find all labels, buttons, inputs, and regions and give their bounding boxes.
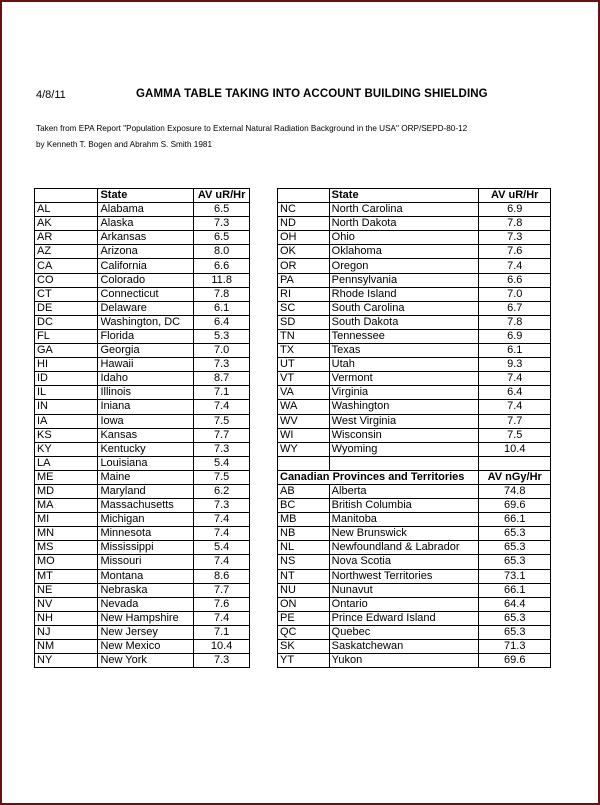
value-cell: 73.1 — [479, 569, 551, 583]
state-name-cell: Maine — [98, 470, 194, 484]
table-row — [278, 344, 551, 358]
state-code-cell: OK — [278, 245, 330, 259]
value-cell: 6.1 — [479, 344, 551, 358]
table-row — [35, 329, 250, 343]
value-cell: 6.9 — [479, 203, 551, 217]
state-code-cell: NS — [278, 555, 330, 569]
value-cell: 7.8 — [479, 217, 551, 231]
value-cell: 11.8 — [194, 273, 250, 287]
state-name-cell: Manitoba — [329, 513, 479, 527]
table-row — [35, 358, 250, 372]
state-code-cell: NC — [278, 203, 330, 217]
state-name-cell: Missouri — [98, 555, 194, 569]
value-cell: 71.3 — [479, 640, 551, 654]
table-row — [35, 315, 250, 329]
state-code-cell: OH — [278, 231, 330, 245]
state-code-cell: NY — [35, 654, 98, 668]
canada-value-header: AV nGy/Hr — [479, 470, 551, 484]
value-cell: 7.4 — [194, 400, 250, 414]
value-cell: 6.5 — [194, 203, 250, 217]
state-name-cell: Tennessee — [329, 329, 479, 343]
value-cell: 65.3 — [479, 611, 551, 625]
table-row — [278, 358, 551, 372]
state-code-cell: ON — [278, 597, 330, 611]
state-name-cell: Saskatchewan — [329, 640, 479, 654]
value-cell: 65.3 — [479, 527, 551, 541]
value-cell: 69.6 — [479, 654, 551, 668]
state-code-cell: AK — [35, 217, 98, 231]
table-row — [278, 428, 551, 442]
header-code — [35, 189, 98, 203]
state-name-cell: Utah — [329, 358, 479, 372]
state-code-cell: NM — [35, 640, 98, 654]
us-states-table-right — [277, 188, 551, 668]
state-name-cell: South Dakota — [329, 315, 479, 329]
state-name-cell: New Hampshire — [98, 611, 194, 625]
state-code-cell: NL — [278, 541, 330, 555]
value-cell: 74.8 — [479, 484, 551, 498]
state-name-cell: Rhode Island — [329, 287, 479, 301]
table-row — [278, 569, 551, 583]
table-row — [278, 301, 551, 315]
state-code-cell: AL — [35, 203, 98, 217]
state-name-cell: Delaware — [98, 301, 194, 315]
value-cell: 65.3 — [479, 541, 551, 555]
canada-header-row — [278, 470, 551, 484]
state-code-cell: SC — [278, 301, 330, 315]
value-cell: 8.7 — [194, 372, 250, 386]
value-cell: 7.8 — [479, 315, 551, 329]
table-row — [278, 611, 551, 625]
header-state: State — [329, 189, 479, 203]
table-row — [35, 344, 250, 358]
state-code-cell: MT — [35, 569, 98, 583]
state-code-cell: MN — [35, 527, 98, 541]
state-name-cell: Iowa — [98, 414, 194, 428]
table-row — [35, 611, 250, 625]
state-code-cell: IN — [35, 400, 98, 414]
state-code-cell: BC — [278, 499, 330, 513]
state-code-cell: WV — [278, 414, 330, 428]
table-row — [278, 203, 551, 217]
state-code-cell: PA — [278, 273, 330, 287]
value-cell: 7.0 — [194, 344, 250, 358]
state-name-cell: Kentucky — [98, 442, 194, 456]
state-code-cell: TN — [278, 329, 330, 343]
value-cell: 7.3 — [479, 231, 551, 245]
state-code-cell: YT — [278, 654, 330, 668]
table-row — [35, 597, 250, 611]
state-code-cell: OR — [278, 259, 330, 273]
state-name-cell: Nevada — [98, 597, 194, 611]
empty-cell — [479, 456, 551, 470]
value-cell: 7.7 — [194, 583, 250, 597]
state-name-cell: North Carolina — [329, 203, 479, 217]
state-code-cell: DE — [35, 301, 98, 315]
state-name-cell: Arkansas — [98, 231, 194, 245]
state-code-cell: MS — [35, 541, 98, 555]
state-name-cell: Washington, DC — [98, 315, 194, 329]
table-row — [35, 245, 250, 259]
state-name-cell: Wisconsin — [329, 428, 479, 442]
value-cell: 10.4 — [479, 442, 551, 456]
table-row — [278, 273, 551, 287]
state-code-cell: NT — [278, 569, 330, 583]
table-row — [35, 513, 250, 527]
state-name-cell: Hawaii — [98, 358, 194, 372]
table-row — [35, 428, 250, 442]
state-name-cell: Minnesota — [98, 527, 194, 541]
state-name-cell: Ohio — [329, 231, 479, 245]
table-row — [278, 315, 551, 329]
empty-cell — [329, 456, 479, 470]
us-states-table-left — [34, 188, 250, 668]
value-cell: 9.3 — [479, 358, 551, 372]
header-code — [278, 189, 330, 203]
state-name-cell: Kansas — [98, 428, 194, 442]
table-row — [278, 245, 551, 259]
value-cell: 7.4 — [194, 527, 250, 541]
table-row — [35, 654, 250, 668]
document-title: GAMMA TABLE TAKING INTO ACCOUNT BUILDING SHIELDING — [136, 88, 488, 100]
value-cell: 7.3 — [194, 654, 250, 668]
state-name-cell: Virginia — [329, 386, 479, 400]
value-cell: 6.4 — [194, 315, 250, 329]
state-name-cell: Maryland — [98, 484, 194, 498]
state-name-cell: Louisiana — [98, 456, 194, 470]
state-code-cell: MB — [278, 513, 330, 527]
state-name-cell: Mississippi — [98, 541, 194, 555]
state-code-cell: WA — [278, 400, 330, 414]
value-cell: 7.4 — [194, 611, 250, 625]
value-cell: 7.5 — [479, 428, 551, 442]
table-row — [278, 499, 551, 513]
table-row — [278, 597, 551, 611]
state-code-cell: DC — [35, 315, 98, 329]
value-cell: 6.4 — [479, 386, 551, 400]
table-row — [35, 640, 250, 654]
table-row — [278, 625, 551, 639]
table-row — [35, 625, 250, 639]
state-name-cell: Ontario — [329, 597, 479, 611]
value-cell: 7.7 — [479, 414, 551, 428]
canada-section-title: Canadian Provinces and Territories — [278, 470, 479, 484]
state-name-cell: Alabama — [98, 203, 194, 217]
table-row — [278, 259, 551, 273]
state-code-cell: SD — [278, 315, 330, 329]
table-row — [278, 372, 551, 386]
value-cell: 10.4 — [194, 640, 250, 654]
state-name-cell: Pennsylvania — [329, 273, 479, 287]
table-row — [35, 217, 250, 231]
state-code-cell: NJ — [35, 625, 98, 639]
state-code-cell: MI — [35, 513, 98, 527]
state-name-cell: Nova Scotia — [329, 555, 479, 569]
value-cell: 7.6 — [194, 597, 250, 611]
state-name-cell: Idaho — [98, 372, 194, 386]
value-cell: 65.3 — [479, 625, 551, 639]
value-cell: 65.3 — [479, 555, 551, 569]
state-name-cell: South Carolina — [329, 301, 479, 315]
state-name-cell: Nebraska — [98, 583, 194, 597]
state-name-cell: Yukon — [329, 654, 479, 668]
state-name-cell: New Brunswick — [329, 527, 479, 541]
table-row — [35, 442, 250, 456]
state-name-cell: Montana — [98, 569, 194, 583]
table-row — [35, 456, 250, 470]
state-code-cell: AR — [35, 231, 98, 245]
table-row — [278, 442, 551, 456]
table-row — [35, 569, 250, 583]
state-code-cell: NV — [35, 597, 98, 611]
state-name-cell: British Columbia — [329, 499, 479, 513]
state-code-cell: CO — [35, 273, 98, 287]
table-row — [278, 287, 551, 301]
state-name-cell: Wyoming — [329, 442, 479, 456]
value-cell: 6.7 — [479, 301, 551, 315]
state-name-cell: West Virginia — [329, 414, 479, 428]
value-cell: 5.4 — [194, 456, 250, 470]
value-cell: 7.4 — [194, 513, 250, 527]
state-name-cell: California — [98, 259, 194, 273]
state-code-cell: VA — [278, 386, 330, 400]
table-row — [35, 499, 250, 513]
value-cell: 7.4 — [194, 555, 250, 569]
value-cell: 7.0 — [479, 287, 551, 301]
state-code-cell: NB — [278, 527, 330, 541]
state-name-cell: Iniana — [98, 400, 194, 414]
table-row — [35, 555, 250, 569]
value-cell: 7.5 — [194, 470, 250, 484]
table-row — [35, 386, 250, 400]
state-name-cell: Quebec — [329, 625, 479, 639]
state-code-cell: SK — [278, 640, 330, 654]
table-row — [35, 273, 250, 287]
state-name-cell: Illinois — [98, 386, 194, 400]
source-citation — [36, 121, 467, 153]
state-code-cell: IL — [35, 386, 98, 400]
table-row — [35, 287, 250, 301]
table-row — [278, 400, 551, 414]
table-row — [278, 217, 551, 231]
state-code-cell: WI — [278, 428, 330, 442]
table-row — [278, 640, 551, 654]
header-state: State — [98, 189, 194, 203]
state-name-cell: Vermont — [329, 372, 479, 386]
value-cell: 66.1 — [479, 583, 551, 597]
state-name-cell: Michigan — [98, 513, 194, 527]
value-cell: 7.3 — [194, 358, 250, 372]
value-cell: 64.4 — [479, 597, 551, 611]
state-name-cell: Connecticut — [98, 287, 194, 301]
value-cell: 6.6 — [479, 273, 551, 287]
table-row — [35, 203, 250, 217]
state-code-cell: AB — [278, 484, 330, 498]
table-row — [35, 484, 250, 498]
state-name-cell: Prince Edward Island — [329, 611, 479, 625]
state-name-cell: Colorado — [98, 273, 194, 287]
state-code-cell: NH — [35, 611, 98, 625]
state-name-cell: Nunavut — [329, 583, 479, 597]
value-cell: 7.4 — [479, 400, 551, 414]
table-row — [35, 583, 250, 597]
value-cell: 6.6 — [194, 259, 250, 273]
table-row — [278, 583, 551, 597]
header-value: AV uR/Hr — [194, 189, 250, 203]
state-code-cell: NU — [278, 583, 330, 597]
table-row — [35, 231, 250, 245]
state-name-cell: Oklahoma — [329, 245, 479, 259]
table-row — [278, 386, 551, 400]
table-row — [35, 301, 250, 315]
state-code-cell: KS — [35, 428, 98, 442]
state-name-cell: Arizona — [98, 245, 194, 259]
state-name-cell: Washington — [329, 400, 479, 414]
header-value: AV uR/Hr — [479, 189, 551, 203]
state-code-cell: MD — [35, 484, 98, 498]
table-header-row — [278, 189, 551, 203]
table-row — [278, 414, 551, 428]
table-row — [35, 414, 250, 428]
state-code-cell: VT — [278, 372, 330, 386]
state-code-cell: GA — [35, 344, 98, 358]
state-code-cell: CT — [35, 287, 98, 301]
value-cell: 6.1 — [194, 301, 250, 315]
value-cell: 7.4 — [479, 259, 551, 273]
state-name-cell: Alberta — [329, 484, 479, 498]
value-cell: 7.8 — [194, 287, 250, 301]
state-name-cell: Texas — [329, 344, 479, 358]
state-name-cell: Oregon — [329, 259, 479, 273]
state-name-cell: New Jersey — [98, 625, 194, 639]
table-row — [278, 513, 551, 527]
value-cell: 7.3 — [194, 499, 250, 513]
value-cell: 7.6 — [479, 245, 551, 259]
table-row — [35, 527, 250, 541]
state-code-cell: FL — [35, 329, 98, 343]
value-cell: 5.3 — [194, 329, 250, 343]
state-code-cell: HI — [35, 358, 98, 372]
value-cell: 7.3 — [194, 442, 250, 456]
value-cell: 5.4 — [194, 541, 250, 555]
value-cell: 8.0 — [194, 245, 250, 259]
value-cell: 6.5 — [194, 231, 250, 245]
state-code-cell: IA — [35, 414, 98, 428]
value-cell: 7.7 — [194, 428, 250, 442]
state-name-cell: Alaska — [98, 217, 194, 231]
table-row — [278, 527, 551, 541]
state-code-cell: MA — [35, 499, 98, 513]
table-row — [35, 470, 250, 484]
table-row — [278, 231, 551, 245]
state-name-cell: New York — [98, 654, 194, 668]
state-code-cell: AZ — [35, 245, 98, 259]
state-name-cell: Newfoundland & Labrador — [329, 541, 479, 555]
state-code-cell: NE — [35, 583, 98, 597]
table-row — [35, 259, 250, 273]
table-row — [278, 654, 551, 668]
value-cell: 66.1 — [479, 513, 551, 527]
state-code-cell: MO — [35, 555, 98, 569]
table-row — [35, 400, 250, 414]
empty-row — [278, 456, 551, 470]
source-line-1: Taken from EPA Report "Population Exposure to External Natural Radiation Background in the USA" ORP/SEPD-80-12 — [36, 124, 468, 133]
state-code-cell: PE — [278, 611, 330, 625]
table-row — [278, 484, 551, 498]
table-row — [278, 555, 551, 569]
table-row — [278, 329, 551, 343]
state-code-cell: UT — [278, 358, 330, 372]
state-code-cell: ID — [35, 372, 98, 386]
table-header-row — [35, 189, 250, 203]
value-cell: 7.1 — [194, 625, 250, 639]
state-code-cell: TX — [278, 344, 330, 358]
value-cell: 6.2 — [194, 484, 250, 498]
state-name-cell: Northwest Territories — [329, 569, 479, 583]
state-code-cell: ME — [35, 470, 98, 484]
state-name-cell: Massachusetts — [98, 499, 194, 513]
state-code-cell: RI — [278, 287, 330, 301]
state-code-cell: ND — [278, 217, 330, 231]
state-name-cell: Florida — [98, 329, 194, 343]
table-row — [35, 372, 250, 386]
table-row — [35, 541, 250, 555]
state-code-cell: KY — [35, 442, 98, 456]
state-code-cell: LA — [35, 456, 98, 470]
source-line-2: by Kenneth T. Bogen and Abrahm S. Smith 1981 — [36, 140, 212, 149]
value-cell: 8.6 — [194, 569, 250, 583]
empty-cell — [278, 456, 330, 470]
value-cell: 6.9 — [479, 329, 551, 343]
state-code-cell: CA — [35, 259, 98, 273]
state-code-cell: QC — [278, 625, 330, 639]
state-name-cell: Georgia — [98, 344, 194, 358]
document-date: 4/8/11 — [36, 89, 66, 101]
value-cell: 69.6 — [479, 499, 551, 513]
value-cell: 7.3 — [194, 217, 250, 231]
state-code-cell: WY — [278, 442, 330, 456]
state-name-cell: New Mexico — [98, 640, 194, 654]
value-cell: 7.5 — [194, 414, 250, 428]
value-cell: 7.1 — [194, 386, 250, 400]
state-name-cell: North Dakota — [329, 217, 479, 231]
table-row — [278, 541, 551, 555]
value-cell: 7.4 — [479, 372, 551, 386]
